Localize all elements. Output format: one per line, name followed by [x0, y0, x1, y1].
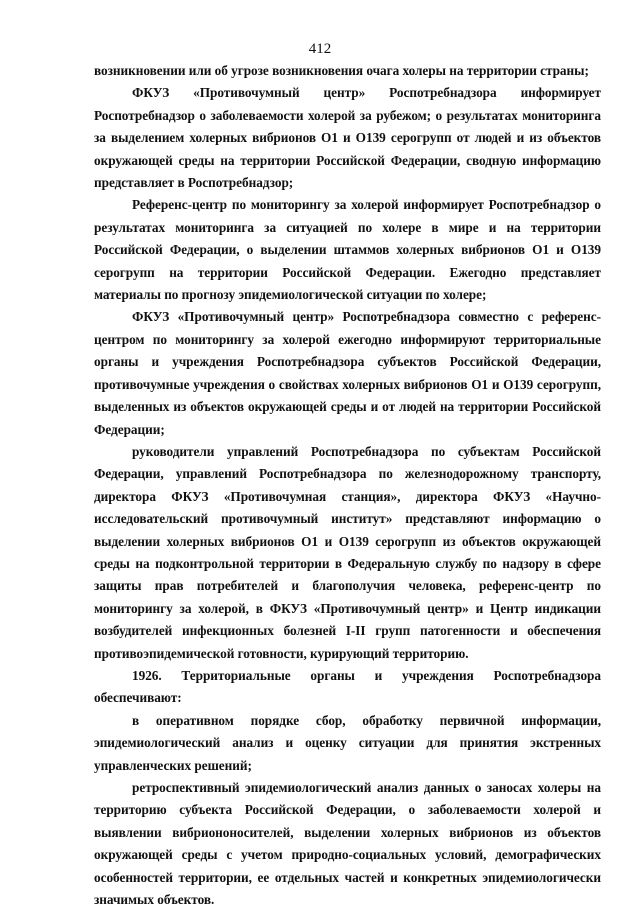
- page-number: 412: [308, 41, 332, 57]
- paragraph-operational-analysis: в оперативном порядке сбор, обработку первичной информации, эпидемиологический анализ и оценку ситуации для принятия экстренных управленческих решений;: [94, 712, 601, 773]
- paragraph-joint-annual-information: ФКУЗ «Противочумный центр» Роспотребнадзора совместно с референс-центром по мониторингу за холерой ежегодно информируют территориальные органы и учреждения Роспотребнадзора субъектов Российской Федерации, противочумные учреждения о свойствах холерных вибрионов О1 и О139 серогрупп, выделенных из объектов окружающей среды и от людей на территории Российской Федерации;: [94, 309, 601, 437]
- paragraph-heads-provide-information: руководители управлений Роспотребнадзора по субъектам Российской Федерации, управлений Роспотребнадзора по железнодорожному транспорту, директора ФКУЗ «Противочумная станция», директора ФКУЗ «Научно-исследовательский противочумный институт» представляют информацию о выделении холерных вибрионов О1 и О139 серогрупп из объектов окружающей среды на подконтрольной территории в Федеральную службу по надзору в сфере защиты прав потребителей и благополучия человека, референс-центр по мониторингу за холерой, в ФКУЗ «Противочумный центр» и Центр индикации возбудителей инфекционных болезней I-II групп патогенности и обеспечения противоэпидемической готовности, курирующий территорию.: [94, 443, 601, 661]
- paragraph-antiplague-center-informs: ФКУЗ «Противочумный центр» Роспотребнадзора информирует Роспотребнадзор о заболеваемости холерой за рубежом; о результатах мониторинга за выделением холерных вибрионов О1 и О139 серогрупп от людей и из объектов окружающей среды на территории Российской Федерации, сводную информацию представляет в Роспотребнадзор;: [94, 85, 601, 191]
- paragraph-retrospective-analysis: ретроспективный эпидемиологический анализ данных о заносах холеры на территорию субъекта Российской Федерации, о заболеваемости холерой и выявлении вибриононосителей, выделении холерных вибрионов из объектов окружающей среды с учетом природно-социальных условий, демографических особенностей территории, ее отдельных частей и конкретных эпидемиологически значимых объектов.: [94, 780, 601, 908]
- paragraph-continuation: возникновении или об угрозе возникновения очага холеры на территории страны;: [94, 63, 589, 78]
- paragraph-reference-center-informs: Референс-центр по мониторингу за холерой информирует Роспотребнадзор о результатах мониторинга за ситуацией по холере в мире и на территории Российской Федерации, о выделении штаммов холерных вибрионов О1 и О139 серогрупп на территории Российской Федерации. Ежегодно представляет материалы по прогнозу эпидемиологической ситуации по холере;: [94, 197, 601, 303]
- paragraph-1926-heading: 1926. Территориальные органы и учреждения Роспотребнадзора обеспечивают:: [94, 667, 601, 706]
- document-body: [94, 60, 601, 911]
